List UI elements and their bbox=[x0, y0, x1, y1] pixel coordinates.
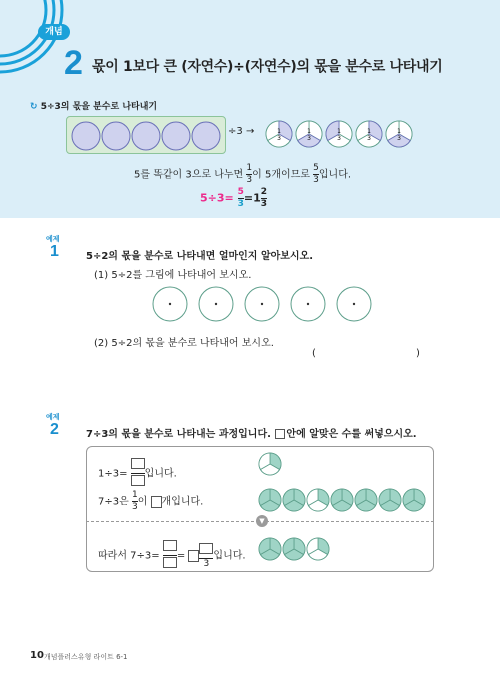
example1-label: 예제 bbox=[46, 235, 60, 243]
page-number: 10 bbox=[30, 650, 44, 661]
center-dot bbox=[215, 303, 217, 305]
formula-mixed-d: 3 bbox=[260, 199, 267, 209]
example1-part2: (2) 5÷2의 몫을 분수로 나타내어 보시오. bbox=[94, 338, 274, 349]
refresh-icon: ↻ bbox=[30, 102, 38, 112]
row3-mixed-num-input[interactable] bbox=[199, 543, 213, 554]
piece-numerator: 1 bbox=[397, 128, 401, 135]
explain-frac1-n: 1 bbox=[246, 163, 253, 173]
formula-mixed bbox=[261, 188, 267, 209]
concept-section bbox=[0, 0, 500, 218]
formula-frac-d: 3 bbox=[237, 199, 244, 209]
row2-pies bbox=[258, 488, 428, 514]
pie-one-third bbox=[259, 453, 281, 475]
row2-post: 개입니다. bbox=[161, 496, 204, 508]
center-dot bbox=[261, 303, 263, 305]
example2-number: 2 bbox=[50, 421, 59, 438]
piece-numerator: 1 bbox=[307, 128, 311, 135]
row3-pre: 따라서 7÷3= bbox=[98, 550, 160, 562]
row3-whole-input[interactable] bbox=[188, 550, 199, 562]
concept-tag: 개념 bbox=[38, 24, 70, 40]
explain-frac1-d: 3 bbox=[246, 175, 253, 185]
row2-frac-n: 1 bbox=[131, 490, 138, 500]
example2-question-post: 안에 알맞은 수를 써넣으시오. bbox=[286, 429, 417, 440]
five-circles-box bbox=[66, 116, 226, 154]
pie-row2 bbox=[331, 489, 353, 511]
row3-num-input[interactable] bbox=[163, 540, 177, 551]
pie-row2 bbox=[283, 489, 305, 511]
decorative-arcs bbox=[0, 0, 70, 90]
row1-num-input[interactable] bbox=[131, 458, 145, 469]
explain-pre: 5를 똑같이 3으로 나누면 bbox=[134, 169, 244, 181]
piece-denominator: 3 bbox=[277, 135, 281, 142]
example1-circles[interactable] bbox=[148, 284, 388, 324]
row2-mid: 이 bbox=[137, 496, 148, 508]
explain-mid: 이 5개이므로 bbox=[252, 169, 310, 181]
pie-row2 bbox=[355, 489, 377, 511]
row1-post: 입니다. bbox=[144, 468, 177, 480]
row1-pre: 1÷3= bbox=[98, 468, 128, 480]
row2 bbox=[98, 491, 203, 512]
concept-explanation bbox=[134, 164, 351, 185]
blank-box-icon bbox=[275, 429, 285, 439]
example2-question bbox=[86, 425, 417, 440]
piece-numerator: 1 bbox=[337, 128, 341, 135]
arrow-icon: → bbox=[245, 126, 255, 137]
concept-formula bbox=[200, 188, 267, 209]
formula-eq: =1 bbox=[243, 191, 261, 205]
piece-denominator: 3 bbox=[367, 135, 371, 142]
row3-mixed-den: 3 bbox=[203, 558, 210, 569]
center-dot bbox=[169, 303, 171, 305]
example1-part1: (1) 5÷2를 그림에 나타내어 보시오. bbox=[94, 270, 252, 281]
divide-op bbox=[228, 126, 254, 137]
explain-frac2-n: 5 bbox=[313, 163, 319, 173]
row1-frac-input[interactable] bbox=[131, 458, 145, 489]
pie-row3 bbox=[259, 538, 281, 560]
example1-answer-open[interactable]: ( bbox=[312, 348, 316, 359]
explain-post: 입니다. bbox=[318, 169, 352, 181]
row3-eq: = bbox=[176, 550, 186, 562]
row1 bbox=[98, 458, 177, 489]
row3-mixed-frac[interactable] bbox=[199, 543, 213, 569]
divide-op-text: ÷3 bbox=[228, 126, 243, 137]
chevron-down-icon: ▼ bbox=[256, 515, 268, 527]
formula-lhs: 5÷3= bbox=[200, 191, 234, 205]
row2-count-input[interactable] bbox=[151, 496, 162, 508]
example2-label: 예제 bbox=[46, 413, 60, 421]
row1-pies bbox=[258, 452, 418, 478]
row3-post: 입니다. bbox=[213, 550, 246, 562]
row2-pre: 7÷3은 bbox=[98, 496, 129, 508]
formula-frac-n: 5 bbox=[237, 187, 244, 197]
pie-row2 bbox=[403, 489, 425, 511]
pie-row2 bbox=[379, 489, 401, 511]
row1-den-input[interactable] bbox=[131, 475, 145, 486]
row3-den-input[interactable] bbox=[163, 557, 177, 568]
concept-number: 2 bbox=[64, 44, 83, 82]
example1-number: 1 bbox=[50, 243, 59, 260]
book-title: 개념플러스유형 라이트 6-1 bbox=[44, 653, 128, 661]
pie-row2 bbox=[259, 489, 281, 511]
divided-pies bbox=[264, 116, 414, 152]
example1-answer-close: ) bbox=[416, 348, 420, 359]
pie-row3 bbox=[283, 538, 305, 560]
row2-frac-d: 3 bbox=[131, 502, 138, 512]
piece-denominator: 3 bbox=[307, 135, 311, 142]
concept-title: 몫이 1보다 큰 (자연수)÷(자연수)의 몫을 분수로 나타내기 bbox=[92, 59, 443, 75]
piece-denominator: 3 bbox=[397, 135, 401, 142]
formula-mixed-n: 2 bbox=[260, 187, 267, 197]
row3-pies bbox=[258, 537, 428, 563]
example1-question: 5÷2의 몫을 분수로 나타내면 얼마인지 알아보시오. bbox=[86, 251, 314, 262]
pie-row3 bbox=[307, 538, 329, 560]
center-dot bbox=[353, 303, 355, 305]
piece-numerator: 1 bbox=[367, 128, 371, 135]
concept-subtitle bbox=[30, 99, 157, 112]
pie-row2 bbox=[307, 489, 329, 511]
row3-frac-input[interactable] bbox=[163, 540, 177, 571]
row3 bbox=[98, 540, 246, 571]
concept-subtitle-text: 5÷3의 몫을 분수로 나타내기 bbox=[40, 102, 158, 112]
center-dot bbox=[307, 303, 309, 305]
piece-numerator: 1 bbox=[277, 128, 281, 135]
five-circles bbox=[67, 117, 227, 155]
piece-denominator: 3 bbox=[337, 135, 341, 142]
example2-question-pre: 7÷3의 몫을 분수로 나타내는 과정입니다. bbox=[86, 429, 271, 440]
explain-frac2-d: 3 bbox=[313, 175, 319, 185]
